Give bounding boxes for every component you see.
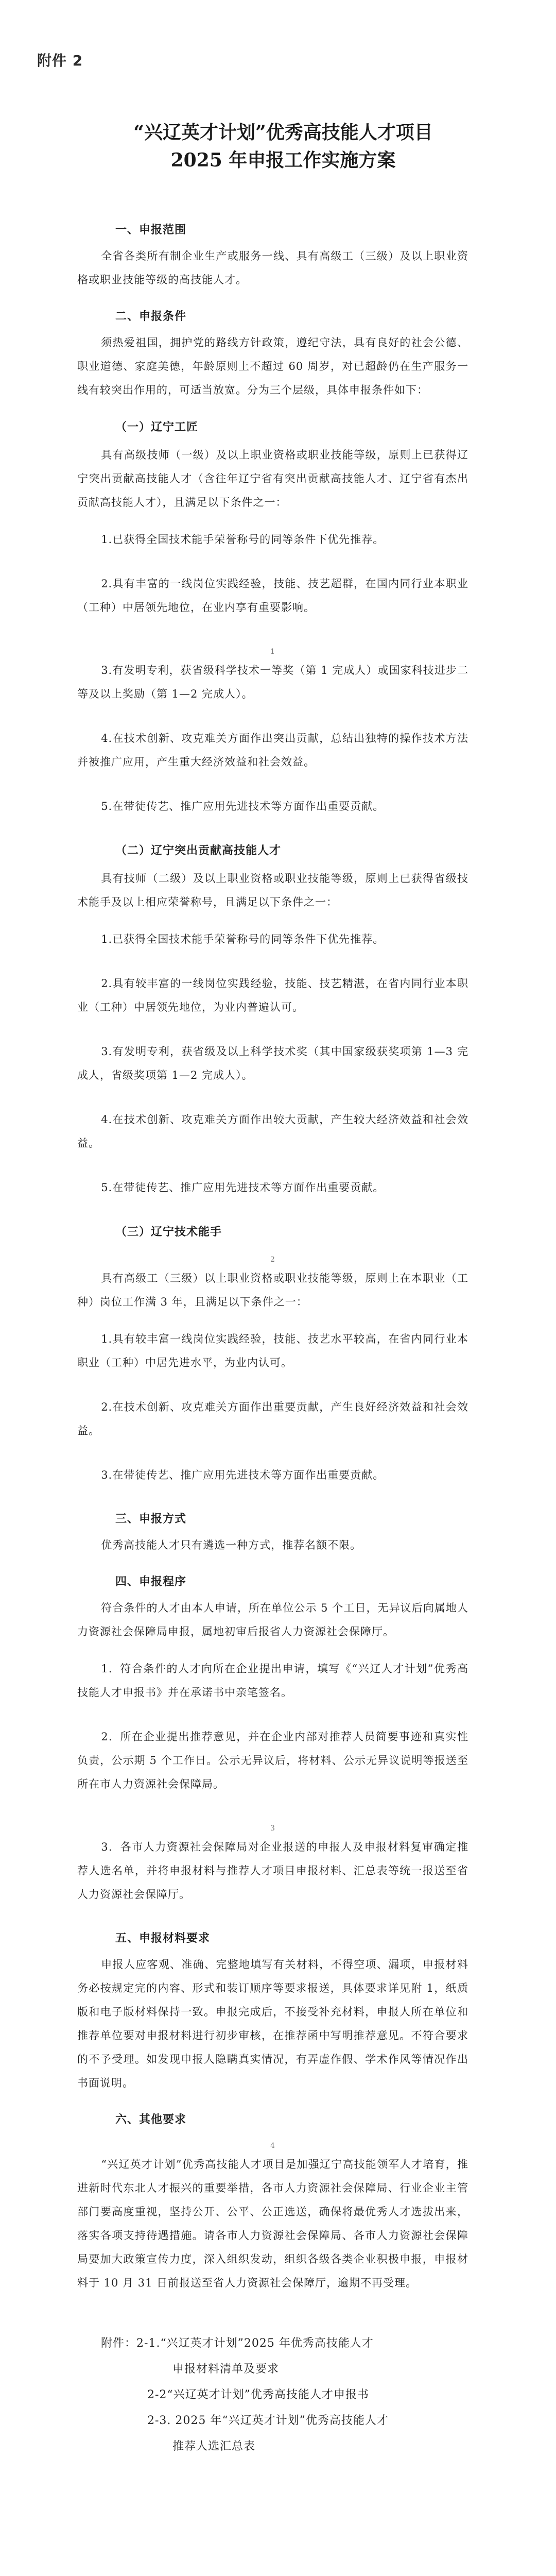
section-heading-scope: 一、申报范围 [115, 224, 187, 236]
list-item: 1．符合条件的人才向所在企业提出申请，填写《“兴辽人才计划”优秀高技能人才申报书》并在承诺书中亲笔签名。 [77, 1663, 468, 1699]
section-heading-conditions: 二、申报条件 [115, 310, 187, 323]
subsection-heading-outstanding: （二）辽宁突出贡献高技能人才 [115, 844, 282, 857]
list-item: 4.在技术创新、攻克难关方面作出突出贡献，总结出独特的操作技术方法并被推广应用，产生重大经济效益和社会效益。 [77, 732, 468, 768]
list-item: 5.在带徒传艺、推广应用先进技术等方面作出重要贡献。 [101, 800, 385, 812]
list-item: 3．各市人力资源社会保障局对企业报送的申报人及申报材料复审确定推荐人选名单，并将申报材料与推荐人才项目申报材料、汇总表等统一报送至省人力资源社会保障厅。 [77, 1841, 468, 1901]
list-item: 2.具有丰富的一线岗位实践经验，技能、技艺超群，在国内同行业本职业（工种）中居领先地位，在业内享有重要影响。 [77, 578, 468, 614]
paragraph: 具有技师（二级）及以上职业资格或职业技能等级，原则上已获得省级技术能手及以上相应荣誉称号，且满足以下条件之一： [77, 872, 468, 908]
annex-item-1-line-1: 2-1.“兴辽英才计划”2025 年优秀高技能人才 [136, 2337, 374, 2350]
section-heading-method: 三、申报方式 [115, 1513, 187, 1526]
section-heading-materials: 五、申报材料要求 [115, 1932, 211, 1945]
page-marker: 3 [270, 1824, 275, 1833]
paragraph: 须热爱祖国，拥护党的路线方针政策，遵纪守法，具有良好的社会公德、职业道德、家庭美德，年龄原则上不超过 60 周岁，对已超龄仍在生产服务一线有较突出作用的，可适当放宽。分为三个层级，具体申报条件如下： [77, 336, 468, 396]
paragraph: 优秀高技能人才只有遴选一种方式，推荐名额不限。 [101, 1539, 362, 1551]
paragraph: 具有高级工（三级）以上职业资格或职业技能等级，原则上在本职业（工种）岗位工作满 3 年，且满足以下条件之一： [77, 1272, 468, 1308]
list-item: 3.有发明专利，获省级及以上科学技术奖（其中国家级获奖项第 1—3 完成人，省级奖项第 1—2 完成人）。 [77, 1045, 468, 1081]
annex-list [77, 2331, 468, 2460]
annex-item-1-line-2: 申报材料清单及要求 [172, 2363, 280, 2376]
list-item: 3.有发明专利，获省级科学技术一等奖（第 1 完成人）或国家科技进步二等及以上奖励（第 1—2 完成人）。 [77, 664, 468, 700]
annex-item-2: 2-2“兴辽英才计划”优秀高技能人才申报书 [147, 2388, 369, 2401]
annex-item-3-line-2: 推荐人选汇总表 [172, 2440, 256, 2453]
list-item: 3.在带徒传艺、推广应用先进技术等方面作出重要贡献。 [101, 1469, 385, 1481]
list-item: 2.在技术创新、攻克难关方面作出重要贡献，产生良好经济效益和社会效益。 [77, 1401, 468, 1437]
document-title [77, 118, 468, 174]
paragraph: 全省各类所有制企业生产或服务一线、具有高级工（三级）及以上职业资格或职业技能等级的高技能人才。 [77, 250, 468, 286]
subsection-heading-technician: （三）辽宁技术能手 [115, 1225, 222, 1239]
paragraph: “兴辽英才计划”优秀高技能人才项目是加强辽宁高技能领军人才培育，推进新时代东北人才振兴的重要举措，各市人力资源社会保障局、行业企业主管部门要高度重视，坚持公开、公平、公正选送，确保将最优秀人才选拔出来，落实各项支持待遇措施。请各市人力资源社会保障局、各市人力资源社会保障局要加大政策宣传力度，深入组织发动，组织各级各类企业积极申报，申报材料于 10 月 31 日前报送至省人力资源社会保障厅，逾期不再受理。 [77, 2158, 468, 2289]
list-item: 2.具有较丰富的一线岗位实践经验，技能、技艺精湛，在省内同行业本职业（工种）中居领先地位，为业内普遍认可。 [77, 977, 468, 1013]
section-heading-procedure: 四、申报程序 [115, 1575, 187, 1588]
section-heading-other: 六、其他要求 [115, 2113, 187, 2126]
list-item: 4.在技术创新、攻克难关方面作出较大贡献，产生较大经济效益和社会效益。 [77, 1113, 468, 1149]
attachment-label: 附件 2 [37, 52, 83, 69]
annex-prefix: 附件： [101, 2337, 137, 2350]
page-marker: 4 [270, 2142, 275, 2150]
list-item: 5.在带徒传艺、推广应用先进技术等方面作出重要贡献。 [101, 1181, 385, 1194]
list-item: 1.已获得全国技术能手荣誉称号的同等条件下优先推荐。 [101, 933, 385, 945]
title-line-2: 2025 年申报工作实施方案 [170, 149, 396, 171]
paragraph: 申报人应客观、准确、完整地填写有关材料，不得空项、漏项，申报材料务必按规定完的内容、形式和装订顺序等要求报送，具体要求详见附 1，纸质版和电子版材料保持一致。申报完成后，不接受补充材料，申报人所在单位和推荐单位要对申报材料进行初步审核，在推荐函中写明推荐意见。不符合要求的不予受理。如发现申报人隐瞒真实情况，有弄虚作假、学术作风等情况作出书面说明。 [77, 1958, 468, 2089]
page-marker: 2 [270, 1256, 275, 1264]
paragraph: 符合条件的人才由本人申请，所在单位公示 5 个工日，无异议后向属地人力资源社会保障局申报，属地初审后报省人力资源社会保障厅。 [77, 1602, 468, 1638]
list-item: 1.已获得全国技术能手荣誉称号的同等条件下优先推荐。 [101, 533, 385, 546]
list-item: 2．所在企业提出推荐意见，并在企业内部对推荐人员简要事迹和真实性负责，公示期 5 个工作日。公示无异议后，将材料、公示无异议说明等报送至所在市人力资源社会保障局。 [77, 1731, 468, 1790]
annex-item-3-line-1: 2-3. 2025 年“兴辽英才计划”优秀高技能人才 [147, 2414, 389, 2427]
list-item: 1.具有较丰富一线岗位实践经验，技能、技艺水平较高，在省内同行业本职业（工种）中居先进水平，为业内认可。 [77, 1333, 468, 1369]
page-marker: 1 [270, 648, 275, 656]
document-body [77, 218, 468, 2460]
annex-item-1 [77, 2331, 468, 2357]
subsection-heading-craftsman: （一）辽宁工匠 [115, 420, 199, 434]
title-line-1: “兴辽英才计划”优秀高技能人才项目 [133, 122, 433, 143]
paragraph: 具有高级技师（一级）及以上职业资格或职业技能等级，原则上已获得辽宁突出贡献高技能人才（含往年辽宁省有突出贡献高技能人才、辽宁省有杰出贡献高技能人才），且满足以下条件之一： [77, 449, 468, 509]
